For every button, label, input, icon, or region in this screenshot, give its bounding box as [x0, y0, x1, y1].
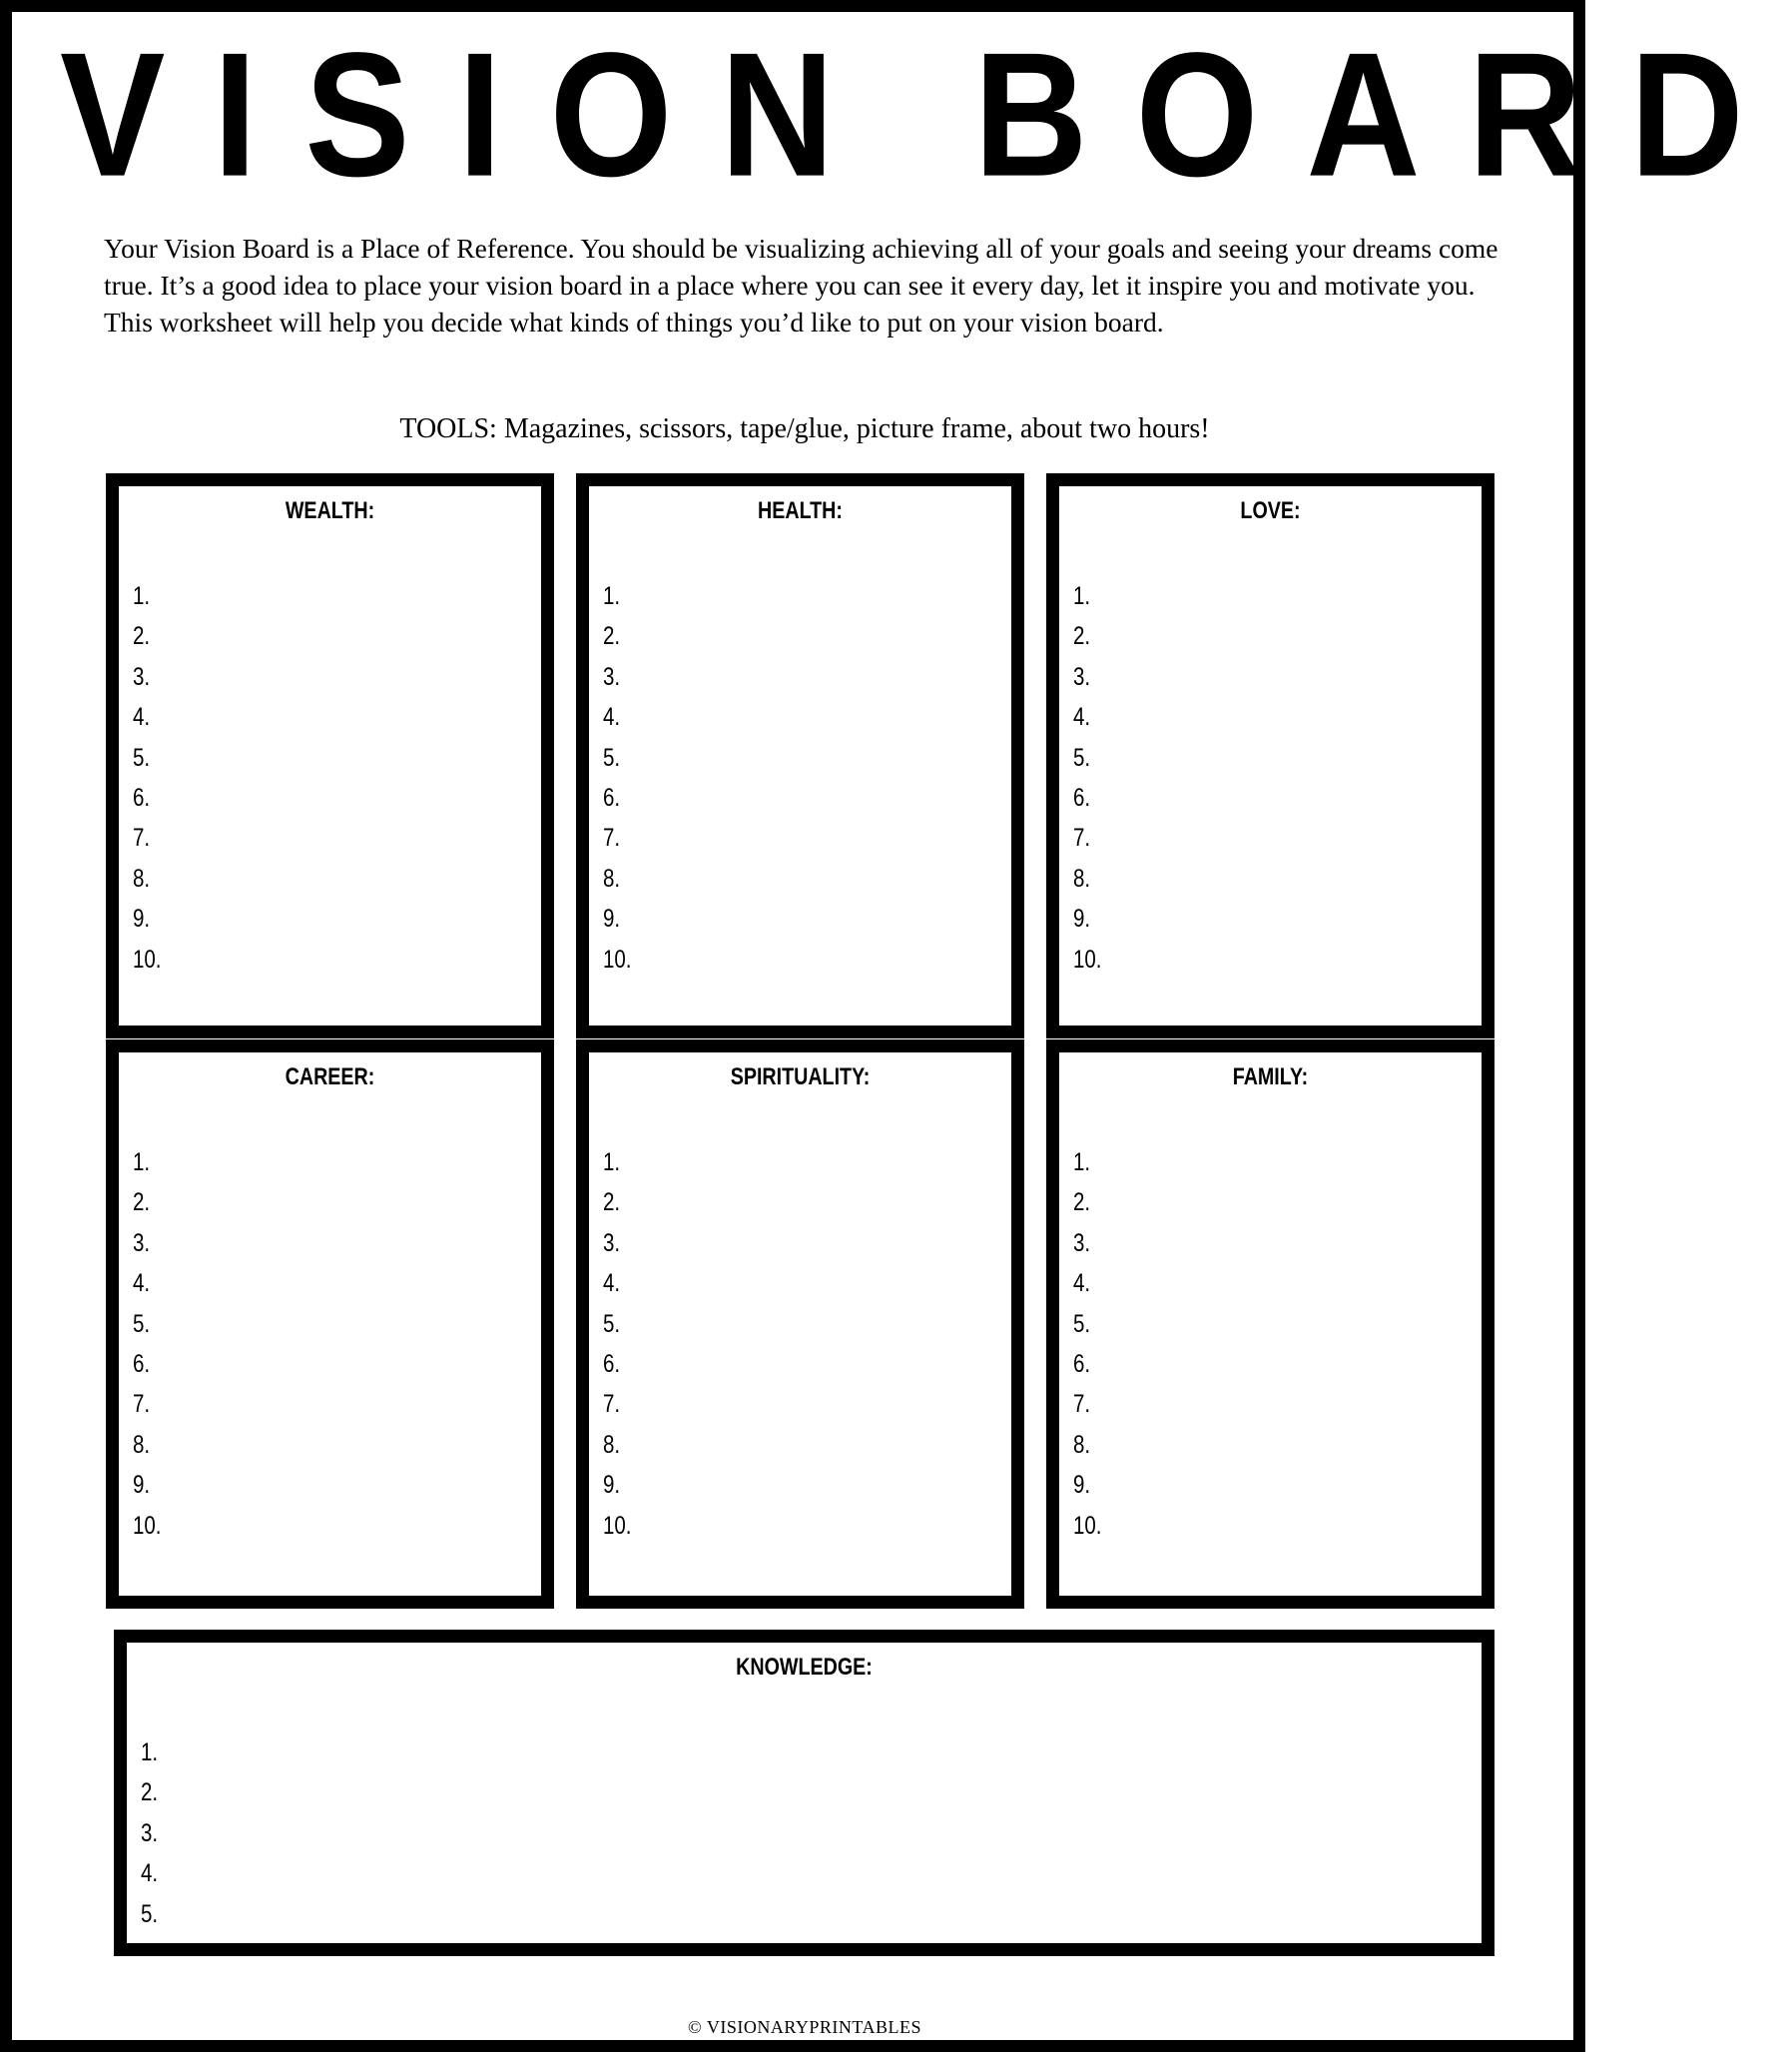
love-box: [1046, 473, 1494, 1038]
knowledge-box: [114, 1630, 1494, 1956]
wealth-box: [106, 473, 554, 1038]
list-item: 1.: [603, 582, 621, 610]
list-item: 10.: [133, 1511, 162, 1540]
list-item: 4.: [603, 703, 621, 732]
list-item: 3.: [1073, 1228, 1091, 1257]
list-item: 3.: [1073, 662, 1091, 691]
spirituality-list: [603, 1142, 638, 1546]
health-list: [603, 576, 638, 980]
tools-line: TOOLS: Magazines, scissors, tape/glue, picture frame, about two hours!: [399, 413, 1210, 444]
list-item: 10.: [603, 945, 632, 974]
list-item: 7.: [603, 1390, 621, 1419]
list-item: 10.: [133, 945, 162, 974]
list-item: 6.: [133, 783, 151, 812]
list-item: 10.: [1073, 945, 1102, 974]
love-list: [1073, 576, 1108, 980]
knowledge-list: [141, 1732, 162, 1934]
list-item: 4.: [133, 1269, 151, 1298]
list-item: 5.: [133, 1309, 151, 1338]
list-item: 10.: [603, 1511, 632, 1540]
list-item: 7.: [1073, 1390, 1091, 1419]
copyright-footer: © VISIONARYPRINTABLES: [688, 2017, 921, 2037]
list-item: 2.: [133, 622, 151, 651]
list-item: 7.: [1073, 824, 1091, 853]
list-item: 4.: [1073, 703, 1091, 732]
list-item: 7.: [603, 824, 621, 853]
list-item: 4.: [141, 1859, 159, 1888]
family-list: [1073, 1142, 1108, 1546]
list-item: 6.: [603, 1349, 621, 1378]
family-box: [1046, 1039, 1494, 1609]
list-item: 8.: [603, 1430, 621, 1459]
list-item: 7.: [133, 1390, 151, 1419]
wealth-list: [133, 576, 168, 980]
list-item: 9.: [603, 1471, 621, 1500]
list-item: 8.: [1073, 864, 1091, 893]
list-item: 7.: [133, 824, 151, 853]
list-item: 9.: [133, 905, 151, 934]
list-item: 1.: [133, 582, 151, 610]
list-item: 9.: [1073, 905, 1091, 934]
list-item: 5.: [133, 743, 151, 772]
list-item: 5.: [603, 743, 621, 772]
list-item: 3.: [133, 1228, 151, 1257]
list-item: 2.: [1073, 622, 1091, 651]
spirituality-box: [576, 1039, 1024, 1609]
box-title: WEALTH:: [285, 497, 375, 524]
list-item: 8.: [603, 864, 621, 893]
list-item: 3.: [603, 1228, 621, 1257]
box-title: LOVE:: [1240, 497, 1301, 524]
box-title: SPIRITUALITY:: [730, 1063, 871, 1090]
list-item: 6.: [1073, 783, 1091, 812]
career-list: [133, 1142, 168, 1546]
list-item: 5.: [603, 1309, 621, 1338]
list-item: 1.: [1073, 1148, 1091, 1176]
list-item: 6.: [1073, 1349, 1091, 1378]
list-item: 1.: [133, 1148, 151, 1176]
list-item: 3.: [133, 662, 151, 691]
box-title: HEALTH:: [758, 497, 843, 524]
health-box: [576, 473, 1024, 1038]
list-item: 8.: [133, 1430, 151, 1459]
list-item: 2.: [603, 1188, 621, 1217]
box-title: CAREER:: [285, 1063, 375, 1090]
list-item: 3.: [141, 1818, 159, 1847]
list-item: 4.: [603, 1269, 621, 1298]
list-item: 9.: [1073, 1471, 1091, 1500]
list-item: 9.: [603, 905, 621, 934]
list-item: 6.: [133, 1349, 151, 1378]
list-item: 5.: [141, 1899, 159, 1928]
page-title: VISION BOARD: [60, 16, 1792, 214]
list-item: 1.: [1073, 582, 1091, 610]
list-item: 10.: [1073, 1511, 1102, 1540]
list-item: 9.: [133, 1471, 151, 1500]
intro-paragraph: Your Vision Board is a Place of Reference. You should be visualizing achieving all of your goals and seeing your dreams come true. It’s a good idea to place your vision board in a place where you can see it every day, let it inspire you and motivate you. This worksheet will help you decide what kinds of things you’d like to put on your vision board.: [104, 233, 1498, 338]
list-item: 2.: [141, 1778, 159, 1807]
career-box: [106, 1039, 554, 1609]
list-item: 2.: [1073, 1188, 1091, 1217]
list-item: 1.: [603, 1148, 621, 1176]
box-title: KNOWLEDGE:: [736, 1654, 873, 1681]
list-item: 8.: [133, 864, 151, 893]
list-item: 5.: [1073, 743, 1091, 772]
list-item: 4.: [1073, 1269, 1091, 1298]
list-item: 4.: [133, 703, 151, 732]
box-title: FAMILY:: [1232, 1063, 1309, 1090]
list-item: 6.: [603, 783, 621, 812]
list-item: 1.: [141, 1738, 159, 1766]
list-item: 3.: [603, 662, 621, 691]
list-item: 8.: [1073, 1430, 1091, 1459]
list-item: 2.: [133, 1188, 151, 1217]
list-item: 2.: [603, 622, 621, 651]
list-item: 5.: [1073, 1309, 1091, 1338]
